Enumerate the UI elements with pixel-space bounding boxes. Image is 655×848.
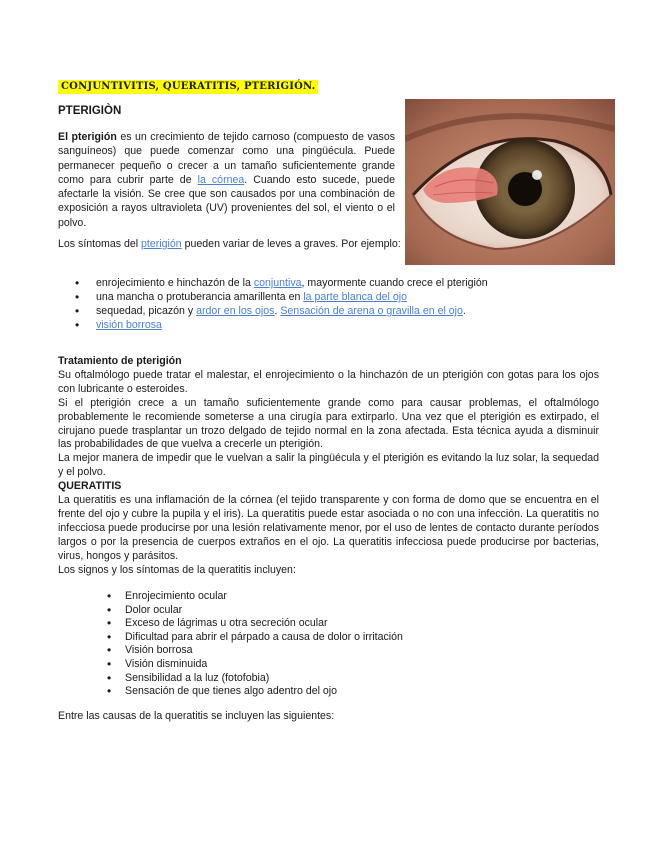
parte-blanca-link[interactable]: la parte blanca del ojo: [303, 291, 407, 303]
list-item: [73, 290, 613, 304]
bullet-text: .: [274, 305, 281, 317]
intro-paragraph: [58, 130, 395, 230]
list-item: • Visión disminuida: [105, 658, 403, 672]
cornea-link[interactable]: la córnea: [197, 173, 245, 186]
queratitis-paragraph-2: Los signos y los síntomas de la queratitis incluyen:: [58, 563, 296, 576]
queratitis-signs-list: [105, 590, 403, 699]
bullet-text: .: [462, 305, 466, 317]
intro-text-1: es un crecimiento de tejido carnoso (compuesto de vasos sanguíneos) que puede comenzar como una pingüécula. Puede permanecer pequeño o crecer a un tamaño suficientemente grande como para cubrir parte de: [58, 131, 396, 186]
bullet-text: , mayormente cuando crece el pterigión: [301, 277, 488, 289]
pterigion-heading: PTERIGIÒN: [58, 105, 122, 117]
bullet-text: una mancha o protuberancia amarillenta en: [96, 291, 304, 303]
treatment-and-keratitis-section: [58, 355, 599, 578]
eye-pterygium-image: [405, 99, 615, 265]
queratitis-paragraph-1: La queratitis es una inflamación de la córnea (el tejido transparente y con forma de domo que se encuentra en el frente del ojo y cubre la pupila y el iris). La queratitis puede estar asociada o no con una infección. La queratitis no infecciosa puede producirse por una lesión relativamente menor, por el uso de lentes de contacto durante períodos largos o por la presencia de cuerpos extraños en el ojo. La queratitis infecciosa puede producirse por bacterias, virus, hongos y parásitos.: [58, 494, 599, 562]
symptoms-text-1: Los síntomas del: [58, 238, 142, 250]
list-item: • Exceso de lágrimas u otra secreción ocular: [105, 617, 403, 631]
list-item: • Enrojecimiento ocular: [105, 590, 403, 604]
pterigion-intro: [58, 130, 395, 244]
list-item: [73, 304, 613, 318]
arena-gravilla-link[interactable]: Sensación de arena o gravilla en el ojo: [280, 305, 463, 317]
vision-borrosa-link[interactable]: visión borrosa: [96, 319, 162, 331]
bullet-text: enrojecimiento e hinchazón de la: [96, 277, 254, 289]
conjuntiva-link[interactable]: conjuntiva: [253, 277, 302, 289]
pterigion-symptom-list: [73, 276, 613, 332]
queratitis-heading: QUERATITIS: [58, 480, 122, 493]
list-item: • Sensibilidad a la luz (fotofobia): [105, 672, 403, 686]
bullet-text: sequedad, picazón y: [96, 305, 197, 317]
list-item: • Visión borrosa: [105, 644, 403, 658]
list-item: • Dificultad para abrir el párpado a causa de dolor o irritación: [105, 631, 403, 645]
list-item: • Sensación de que tienes algo adentro del ojo: [105, 685, 403, 699]
tratamiento-paragraph-1: Su oftalmólogo puede tratar el malestar, el enrojecimiento o la hinchazón de un pterigión con gotas para los ojos con lubricante o esteroides.: [58, 368, 599, 395]
tratamiento-heading: Tratamiento de pterigión: [58, 355, 182, 367]
ardor-link[interactable]: ardor en los ojos: [196, 305, 275, 317]
list-item: • Dolor ocular: [105, 604, 403, 618]
tratamiento-paragraph-2: Si el pterigión crece a un tamaño suficientemente grande como para causar problemas, el oftalmólogo probablemente le recomiende someterse a una cirugía para extirparlo. Una vez que el pterigión es extirpado, el cirujano puede trasplantar un trozo delgado de tejido normal en la zona afectada. Esta técnica ayuda a disminuir las probabilidades de que vuelva a crecerle un pterigión.: [58, 396, 599, 451]
queratitis-causes-intro: Entre las causas de la queratitis se incluyen las siguientes:: [58, 710, 335, 722]
symptoms-text-2: pueden variar de leves a graves. Por ejemplo:: [181, 238, 401, 250]
tratamiento-paragraph-3: La mejor manera de impedir que le vuelvan a salir la pingüécula y el pterigión es evitando la luz solar, la sequedad y el polvo.: [58, 452, 599, 479]
list-item: [73, 318, 613, 332]
pterigion-link[interactable]: pterigión: [141, 238, 182, 250]
title-banner: CONJUNTIVITIS, QUERATITIS, PTERIGIÓN.: [58, 80, 318, 94]
eye-highlight: [532, 170, 542, 180]
intro-bold-term: El pterigión: [58, 131, 117, 143]
intro-text-2: . Cuando esto sucede, puede afectarle la visión. Se cree que son causados por una combinación de exposición a rayos ultravioleta (UV) provenientes del sol, el viento o el polvo.: [58, 173, 395, 229]
list-item: [73, 276, 613, 290]
